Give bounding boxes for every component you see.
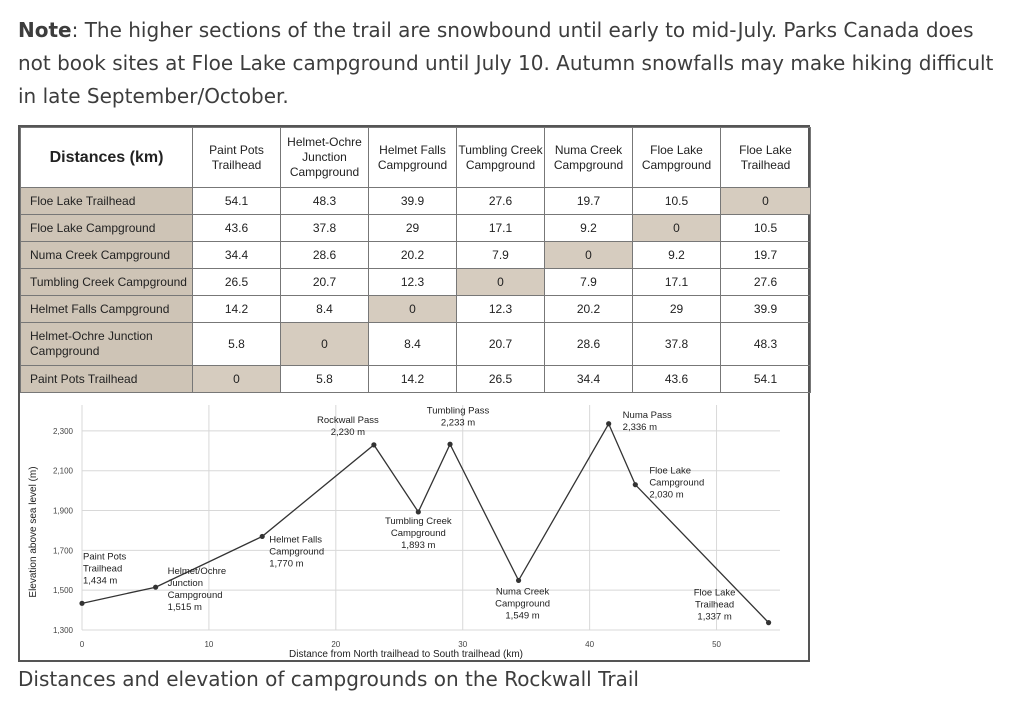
- distance-cell: 28.6: [545, 323, 633, 366]
- row-label: [21, 323, 193, 366]
- point-label-line: Helmet Falls: [269, 534, 323, 546]
- distance-cell: 0: [369, 296, 457, 323]
- point-label-line: 1,549 m: [505, 610, 540, 622]
- distance-cell: 37.8: [633, 323, 721, 366]
- distance-cell: 43.6: [193, 215, 281, 242]
- distance-cell: 19.7: [721, 242, 811, 269]
- table-header-row: [21, 128, 811, 188]
- y-tick-label: 1,300: [52, 626, 73, 635]
- distance-cell: 54.1: [721, 366, 811, 393]
- column-header-line: Trailhead: [740, 157, 791, 172]
- elevation-point: [516, 578, 521, 583]
- column-header: [545, 128, 633, 188]
- point-label-line: Campground: [390, 527, 446, 539]
- distance-cell: 0: [633, 215, 721, 242]
- distance-cell: 27.6: [721, 269, 811, 296]
- distance-cell: 20.2: [369, 242, 457, 269]
- distance-cell: 0: [457, 269, 545, 296]
- table-row: [21, 188, 811, 215]
- distance-cell: 7.9: [545, 269, 633, 296]
- distance-table: [20, 127, 811, 393]
- point-label-line: Campground: [167, 590, 223, 602]
- distance-cell: 12.3: [457, 296, 545, 323]
- column-header-line: Tumbling Creek: [458, 142, 543, 157]
- point-label: [83, 551, 127, 586]
- distance-cell: 5.8: [281, 366, 369, 393]
- point-label-line: Floe Lake: [649, 465, 692, 477]
- point-label-line: Campground: [649, 477, 705, 489]
- distance-cell: 20.7: [281, 269, 369, 296]
- column-header-line: Floe Lake: [650, 142, 703, 157]
- point-label-line: 1,515 m: [167, 602, 202, 614]
- row-label: [21, 215, 193, 242]
- distance-cell: 17.1: [633, 269, 721, 296]
- point-label-line: Campground: [269, 546, 325, 558]
- distance-cell: 29: [369, 215, 457, 242]
- table-row: [21, 323, 811, 366]
- distance-cell: 43.6: [633, 366, 721, 393]
- point-label-line: Trailhead: [83, 563, 123, 575]
- note-text: : The higher sections of the trail are snowbound until early to mid-July. Parks Canada does not book sites at Floe Lake campground until July 10. Autumn snowfalls may make hiking difficult in late September/October.: [18, 18, 994, 108]
- point-label-line: Tumbling Pass: [426, 405, 490, 417]
- distance-cell: 9.2: [545, 215, 633, 242]
- column-header-line: Floe Lake: [739, 142, 792, 157]
- distance-cell: 14.2: [369, 366, 457, 393]
- point-label-line: 1,770 m: [269, 558, 304, 570]
- distance-cell: 26.5: [193, 269, 281, 296]
- distance-cell: 12.3: [369, 269, 457, 296]
- point-label-line: 2,230 m: [330, 426, 366, 438]
- distance-cell: 34.4: [193, 242, 281, 269]
- elevation-point: [606, 421, 611, 426]
- distance-cell: 0: [281, 323, 369, 366]
- point-label-line: 2,030 m: [649, 489, 684, 501]
- x-tick-label: 0: [79, 640, 85, 649]
- column-header-line: Helmet-Ochre: [287, 135, 362, 149]
- point-label: [694, 588, 736, 623]
- distance-cell: 34.4: [545, 366, 633, 393]
- point-label-line: Helmet/Ochre: [167, 566, 227, 578]
- distance-cell: 0: [721, 188, 811, 215]
- distance-cell: 10.5: [721, 215, 811, 242]
- row-label-line: Numa Creek Campground: [30, 247, 171, 262]
- row-label-line: Helmet-Ochre Junction: [30, 329, 153, 343]
- table-body: [21, 188, 811, 393]
- column-header: [721, 128, 811, 188]
- distance-cell: 20.7: [457, 323, 545, 366]
- table-row: [21, 215, 811, 242]
- row-label-line: Floe Lake Campground: [30, 220, 156, 235]
- column-header-line: Campground: [289, 165, 360, 179]
- y-tick-label: 2,300: [52, 426, 73, 436]
- row-label: [21, 366, 193, 393]
- y-tick-label: 1,500: [52, 586, 73, 596]
- row-label: [21, 242, 193, 269]
- table-corner-title: Distances (km): [21, 128, 193, 188]
- distance-cell: 48.3: [281, 188, 369, 215]
- distance-cell: 39.9: [721, 296, 811, 323]
- distance-cell: 8.4: [369, 323, 457, 366]
- distance-cell: 26.5: [457, 366, 545, 393]
- trail-note: [18, 14, 1008, 113]
- table-row: [21, 242, 811, 269]
- column-header: [633, 128, 721, 188]
- point-label-line: Numa Creek: [495, 586, 550, 598]
- x-tick-label: 10: [204, 640, 214, 649]
- elevation-point: [260, 534, 265, 539]
- elevation-point: [633, 482, 638, 487]
- y-tick-label: 1,700: [52, 546, 73, 556]
- distance-cell: 9.2: [633, 242, 721, 269]
- distance-cell: 28.6: [281, 242, 369, 269]
- point-label-line: 2,233 m: [440, 417, 476, 429]
- column-header-line: Paint Pots: [209, 142, 264, 157]
- elevation-chart-svg: [20, 395, 808, 662]
- column-header-line: Numa Creek: [554, 142, 623, 157]
- point-label-line: Floe Lake: [693, 587, 736, 599]
- column-header-line: Trailhead: [211, 157, 262, 172]
- distance-cell: 0: [193, 366, 281, 393]
- point-label: [168, 566, 227, 613]
- point-label-line: Numa Pass: [622, 409, 672, 421]
- point-label-line: Rockwall Pass: [317, 414, 379, 426]
- column-header-line: Campground: [553, 157, 624, 172]
- point-label-line: Trailhead: [694, 599, 735, 611]
- distance-cell: 10.5: [633, 188, 721, 215]
- point-label-line: Paint Pots: [83, 551, 127, 563]
- column-header-line: Campground: [465, 157, 536, 172]
- elevation-point: [79, 601, 84, 606]
- row-label: [21, 296, 193, 323]
- distance-cell: 14.2: [193, 296, 281, 323]
- distance-cell: 17.1: [457, 215, 545, 242]
- x-tick-label: 30: [458, 640, 468, 649]
- table-row: [21, 366, 811, 393]
- elevation-point: [153, 585, 158, 590]
- point-label: [317, 415, 379, 438]
- row-label: [21, 188, 193, 215]
- column-header: [193, 128, 281, 188]
- table-row: [21, 269, 811, 296]
- point-label-line: Campground: [495, 598, 551, 610]
- row-label-line: Paint Pots Trailhead: [30, 371, 138, 386]
- distance-cell: 0: [545, 242, 633, 269]
- distance-cell: 5.8: [193, 323, 281, 366]
- table-row: [21, 296, 811, 323]
- elevation-point: [416, 509, 421, 514]
- x-axis-label: Distance from North trailhead to South trailhead (km): [289, 649, 523, 660]
- distance-cell: 27.6: [457, 188, 545, 215]
- distance-cell: 8.4: [281, 296, 369, 323]
- y-tick-label: 1,900: [52, 506, 73, 516]
- point-label-line: 2,336 m: [622, 421, 658, 433]
- point-label: [269, 534, 324, 569]
- x-tick-label: 50: [712, 640, 721, 649]
- column-header: [369, 128, 457, 188]
- distance-cell: 19.7: [545, 188, 633, 215]
- y-axis-label: Elevation above sea level (m): [28, 466, 39, 598]
- distance-cell: 39.9: [369, 188, 457, 215]
- elevation-point: [766, 620, 771, 625]
- point-label: [385, 516, 452, 551]
- row-label-line: Helmet Falls Campground: [30, 301, 170, 316]
- column-header: [281, 128, 369, 188]
- point-label-line: 1,337 m: [697, 611, 732, 623]
- point-label: [623, 410, 672, 433]
- distance-cell: 37.8: [281, 215, 369, 242]
- distance-cell: 48.3: [721, 323, 811, 366]
- column-header-line: Campground: [377, 157, 448, 172]
- row-label-line: Floe Lake Trailhead: [30, 193, 136, 208]
- elevation-point: [447, 442, 452, 447]
- x-tick-label: 40: [585, 640, 595, 649]
- point-label-line: 1,893 m: [401, 539, 436, 551]
- row-label: [21, 269, 193, 296]
- column-header-line: Campground: [641, 157, 712, 172]
- column-header-line: Helmet Falls: [379, 142, 446, 157]
- note-label: Note: [18, 18, 72, 42]
- figure-caption: Distances and elevation of campgrounds on the Rockwall Trail: [18, 667, 639, 691]
- distance-cell: 29: [633, 296, 721, 323]
- point-label-line: Tumbling Creek: [384, 515, 452, 527]
- distance-cell: 7.9: [457, 242, 545, 269]
- point-label: [427, 405, 490, 428]
- y-tick-label: 2,100: [52, 466, 73, 476]
- point-label-line: 1,434 m: [83, 575, 118, 587]
- point-label-line: Junction: [167, 578, 203, 590]
- row-label-line: Campground: [30, 344, 100, 358]
- column-header: [457, 128, 545, 188]
- elevation-chart: [20, 395, 808, 662]
- x-tick-label: 20: [331, 640, 341, 649]
- distance-cell: 54.1: [193, 188, 281, 215]
- row-label-line: Tumbling Creek Campground: [30, 274, 187, 289]
- point-label: [495, 586, 550, 621]
- trail-figure: [18, 125, 810, 662]
- column-header-line: Junction: [302, 150, 347, 164]
- distance-cell: 20.2: [545, 296, 633, 323]
- elevation-point: [371, 442, 376, 447]
